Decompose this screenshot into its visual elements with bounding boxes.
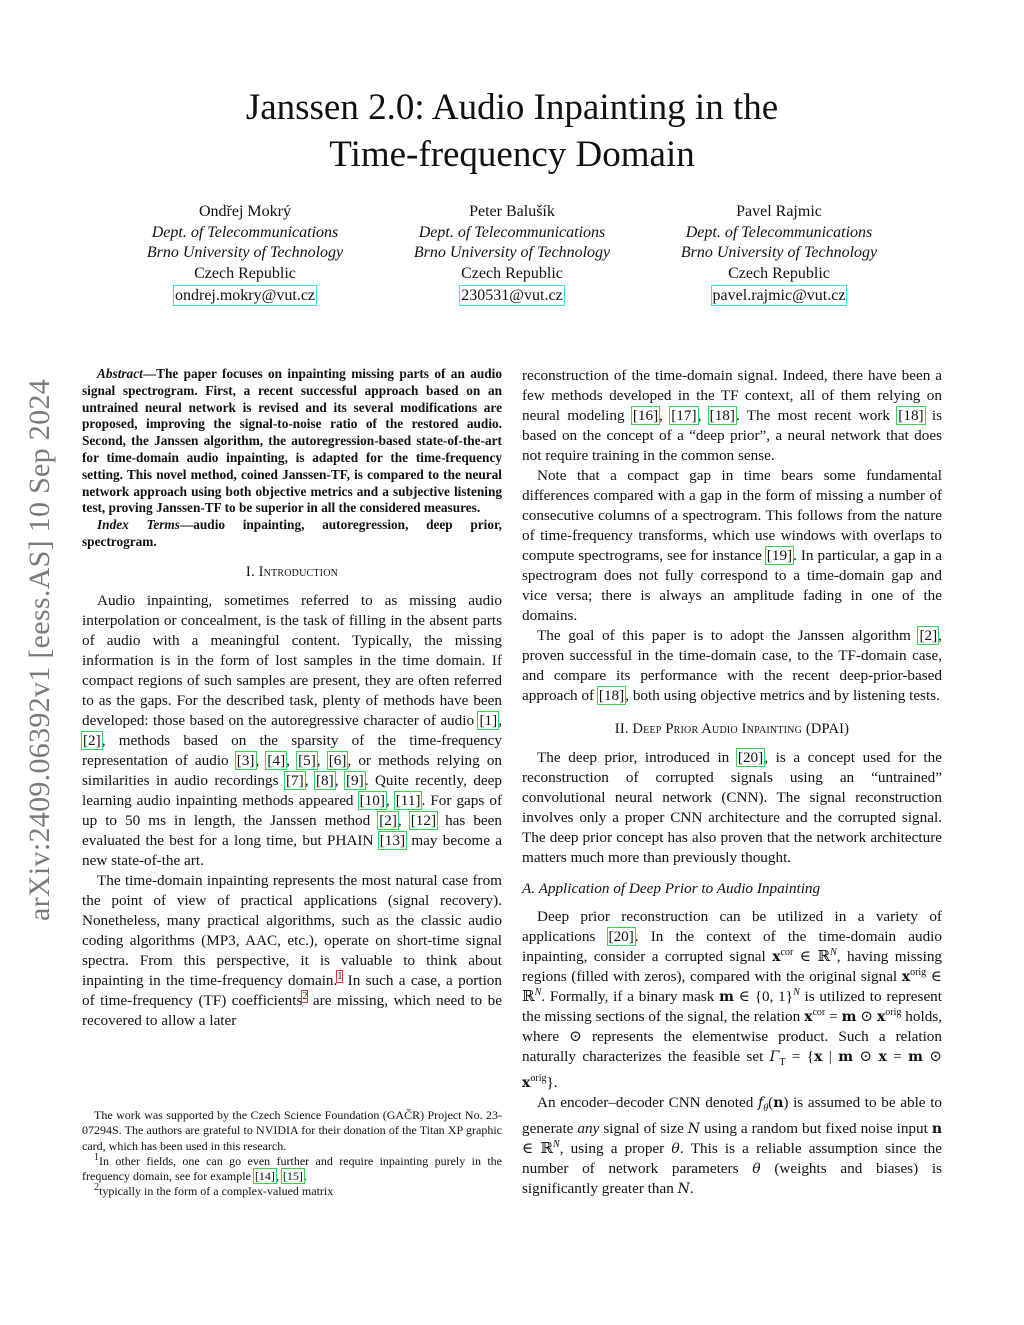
arxiv-identifier xyxy=(17,340,63,960)
citation-link[interactable]: [9] xyxy=(345,771,364,789)
footnote-2 xyxy=(82,1184,502,1199)
author-block-2 xyxy=(387,202,637,307)
citation-link[interactable]: [7] xyxy=(286,771,304,789)
author-email-link[interactable]: ondrej.mokry@vut.cz xyxy=(174,287,316,304)
footnote-link[interactable]: 2 xyxy=(302,990,308,1002)
footnote-link[interactable]: 1 xyxy=(337,970,343,982)
abstract-label: Abstract xyxy=(97,366,143,381)
section-number: I. xyxy=(245,563,255,580)
citation-link[interactable]: [8] xyxy=(315,771,334,789)
footnote-mark: 1 xyxy=(94,1151,99,1163)
footnote-1-text: In other fields, one can go even further and require inpainting purely in the frequency domain, see for example xyxy=(82,1153,502,1184)
section-heading-dpai xyxy=(522,719,942,739)
abstract-text: —The paper focuses on inpainting missing parts of an audio signal spectrogram. First, a recent successful approach based on an untrained neural network is revised and its several modifications are proposed, improving the signal-to-noise ratio of the restored audio. Second, the Janssen algorithm, the autoregression-based state-of-the-art for time-domain audio inpainting, is adapted for the time-frequency setting. This novel method, coined Janssen-TF, is compared to the neural network approach using both objective metrics and a subjective listening test, proving Janssen-TF to be superior in all the considered measures. xyxy=(82,366,502,516)
citation-link[interactable]: [6] xyxy=(328,751,347,769)
citation-link[interactable]: [2] xyxy=(83,731,101,749)
index-terms-text: —audio inpainting, autoregression, deep prior, spectrogram. xyxy=(82,517,502,549)
intro-paragraph-2: The time-domain inpainting represents the most natural case from the point of view of practical applications (signal recovery). Nonetheless, many practical algorithms, such as the classic audio coding algorithms (MP3, AAC, etc.), operate on short-time signal spectra. From this perspective, it is valuable to think about inpainting in the time-frequency domain.$^1$ In such a case, a portion of time-frequency (TF) coefficients$^2$ are missing, which need to be recovered to allow a later xyxy=(82,871,502,1029)
author-block-1 xyxy=(120,202,370,307)
author-name: Ondřej Mokrý xyxy=(199,203,291,220)
author-country: Czech Republic xyxy=(728,264,830,282)
author-country: Czech Republic xyxy=(194,264,296,282)
footnote-mark: 2 xyxy=(94,1182,99,1194)
citation-link[interactable]: [1] xyxy=(479,711,498,729)
author-university: Brno University of Technology xyxy=(146,244,344,261)
left-column xyxy=(82,366,502,1031)
citation-link[interactable]: [18] xyxy=(709,407,735,424)
citation-link[interactable]: [16] xyxy=(632,407,659,424)
index-terms xyxy=(82,517,502,551)
intro-paragraph-1: Audio inpainting, sometimes referred to as missing audio interpolation or concealment, is the task of filling in the absent parts of audio with a meaningful content. Typically, the missing information is in the form of lost samples in the time domain. If compact regions of such samples are present, they are often referred to as the gaps. For the described task, plenty of methods have been developed: those based on the autoregressive character of audio [1], [2], methods based on the sparsity of the time-frequency representation of audio [3], [4], [5], [6], or methods relying on similarities in audio recordings [7], [8], [9]. Quite recently, deep learning audio inpainting methods appeared [10], [11]. For gaps of up to 50 ms in length, the Janssen method [2], [12] has been evaluated the best for a long time, but PHAIN [13] may become a new state-of-the art. xyxy=(82,591,503,869)
author-block-3 xyxy=(654,202,904,307)
index-terms-label: Index Terms xyxy=(97,517,180,533)
arxiv-identifier-text: arXiv:2409.06392v1 [eess.AS] 10 Sep 2024 xyxy=(23,379,57,921)
abstract xyxy=(82,366,502,517)
citation-link[interactable]: [10] xyxy=(359,791,385,809)
dpai-paragraph-3: An encoder–decoder CNN denoted $f_\theta(n)$ is assumed to be able to generate any signal of size N using a random but fixed noise input n ∈ ℝ$^N$, using a proper θ. This is a reliable assumption since the number of network parameters θ (weights and biases) is significantly greater than N. xyxy=(522,1094,943,1198)
subsection-heading-a: A. Application of Deep Prior to Audio Inpainting xyxy=(522,880,821,897)
citation-link[interactable]: [3] xyxy=(236,751,255,769)
citation-link[interactable]: [13] xyxy=(379,831,406,849)
author-name: Peter Balušík xyxy=(469,203,555,220)
citation-link[interactable]: [15] xyxy=(282,1169,303,1184)
author-country: Czech Republic xyxy=(461,264,563,282)
paper-title xyxy=(150,84,874,178)
author-department: Dept. of Telecommunications xyxy=(418,223,606,241)
dpai-paragraph-1: The deep prior, introduced in [20], is a concept used for the reconstruction of corrupted signals using an “untrained” convolutional neural network (CNN). The signal reconstruction involves only a proper CNN architecture and the corrupted signal. The deep prior concept has also proven that the network architecture matters much more than previously thought. xyxy=(522,749,942,866)
section-number: II. xyxy=(614,721,629,737)
citation-link[interactable]: [11] xyxy=(395,791,421,809)
citation-link[interactable]: [20] xyxy=(608,928,634,945)
section-title: Introduction xyxy=(258,563,339,580)
section-heading-introduction xyxy=(82,562,502,582)
funding-footnote: The work was supported by the Czech Science Foundation (GAČR) Project No. 23-07294S. The authors are grateful to NVIDIA for their donation of the Titan XP graphic card, which has been used in this research. xyxy=(82,1108,502,1153)
footnote-end: . xyxy=(303,1169,307,1184)
footnotes xyxy=(82,1108,502,1200)
author-email-link[interactable]: pavel.rajmic@vut.cz xyxy=(712,287,846,304)
citation-link[interactable]: [2] xyxy=(379,811,397,829)
intro-paragraph-2-continued: reconstruction of the time-domain signal. Indeed, there have been a few methods developed in the TF context, all of them relying on neural modeling [16], [17], [18]. The most recent work [18] is based on the concept of a “deep prior”, a neural network that does not require training in the common sense. xyxy=(522,367,943,464)
right-column xyxy=(522,366,942,1199)
citation-link[interactable]: [18] xyxy=(598,687,625,704)
citation-link[interactable]: [20] xyxy=(737,749,764,766)
citation-link[interactable]: [2] xyxy=(919,627,938,644)
intro-paragraph-4: The goal of this paper is to adopt the Janssen algorithm [2], proven successful in the time-domain case, to the TF-domain case, and compare its performance with the recent deep-prior-based approach of [18], both using objective metrics and by listening tests. xyxy=(522,627,942,704)
author-name: Pavel Rajmic xyxy=(736,203,822,220)
citation-link[interactable]: [18] xyxy=(898,407,924,424)
dpai-paragraph-2: Deep prior reconstruction can be utilized in a variety of applications [20]. In the context of the time-domain audio inpainting, consider a corrupted signal $x^{cor}$ ∈ ℝ$^N$, having missing regions (filled with zeros), compared with the original signal $x^{orig}$ ∈ ℝ$^N$. Formally, if a binary mask m ∈ {0, 1}$^N$ is utilized to represent the missing sections of the signal, the relation $x^{cor} = m$ ⊙ $x^{orig}$ holds, where ⊙ represents the elementwise product. Such a relation naturally characterizes the feasible set $\Gamma_T = \{x$ | m ⊙ x = m ⊙ $x^{orig}$}. xyxy=(522,908,943,1092)
author-email-link[interactable]: 230531@vut.cz xyxy=(461,287,563,304)
footnote-2-text: typically in the form of a complex-valued matrix xyxy=(99,1184,334,1199)
author-department: Dept. of Telecommunications xyxy=(151,223,339,241)
title-line-2: Time-frequency Domain xyxy=(329,134,695,175)
intro-paragraph-3: Note that a compact gap in time bears some fundamental differences compared with a gap in the form of missing a number of consecutive columns of a spectrogram. This follows from the nature of time-frequency transforms, which use windows with overlaps to compute spectrograms, see for instance [19]. In particular, a gap in a spectrogram does not fully correspond to a time-domain gap and vice versa; there is always an amplitude fading in one of the domains. xyxy=(522,467,942,624)
title-line-1: Janssen 2.0: Audio Inpainting in the xyxy=(245,87,779,128)
footnote-separator: , xyxy=(275,1169,282,1184)
citation-link[interactable]: [4] xyxy=(267,751,286,769)
citation-link[interactable]: [19] xyxy=(766,547,793,564)
author-department: Dept. of Telecommunications xyxy=(685,223,873,241)
citation-link[interactable]: [5] xyxy=(298,751,316,769)
section-title: Deep Prior Audio Inpainting (DPAI) xyxy=(632,721,850,737)
citation-link[interactable]: [17] xyxy=(671,407,697,424)
author-university: Brno University of Technology xyxy=(413,244,611,261)
footnote-1 xyxy=(82,1151,502,1185)
author-university: Brno University of Technology xyxy=(680,244,878,261)
citation-link[interactable]: [14] xyxy=(254,1169,275,1184)
citation-link[interactable]: [12] xyxy=(410,811,437,829)
